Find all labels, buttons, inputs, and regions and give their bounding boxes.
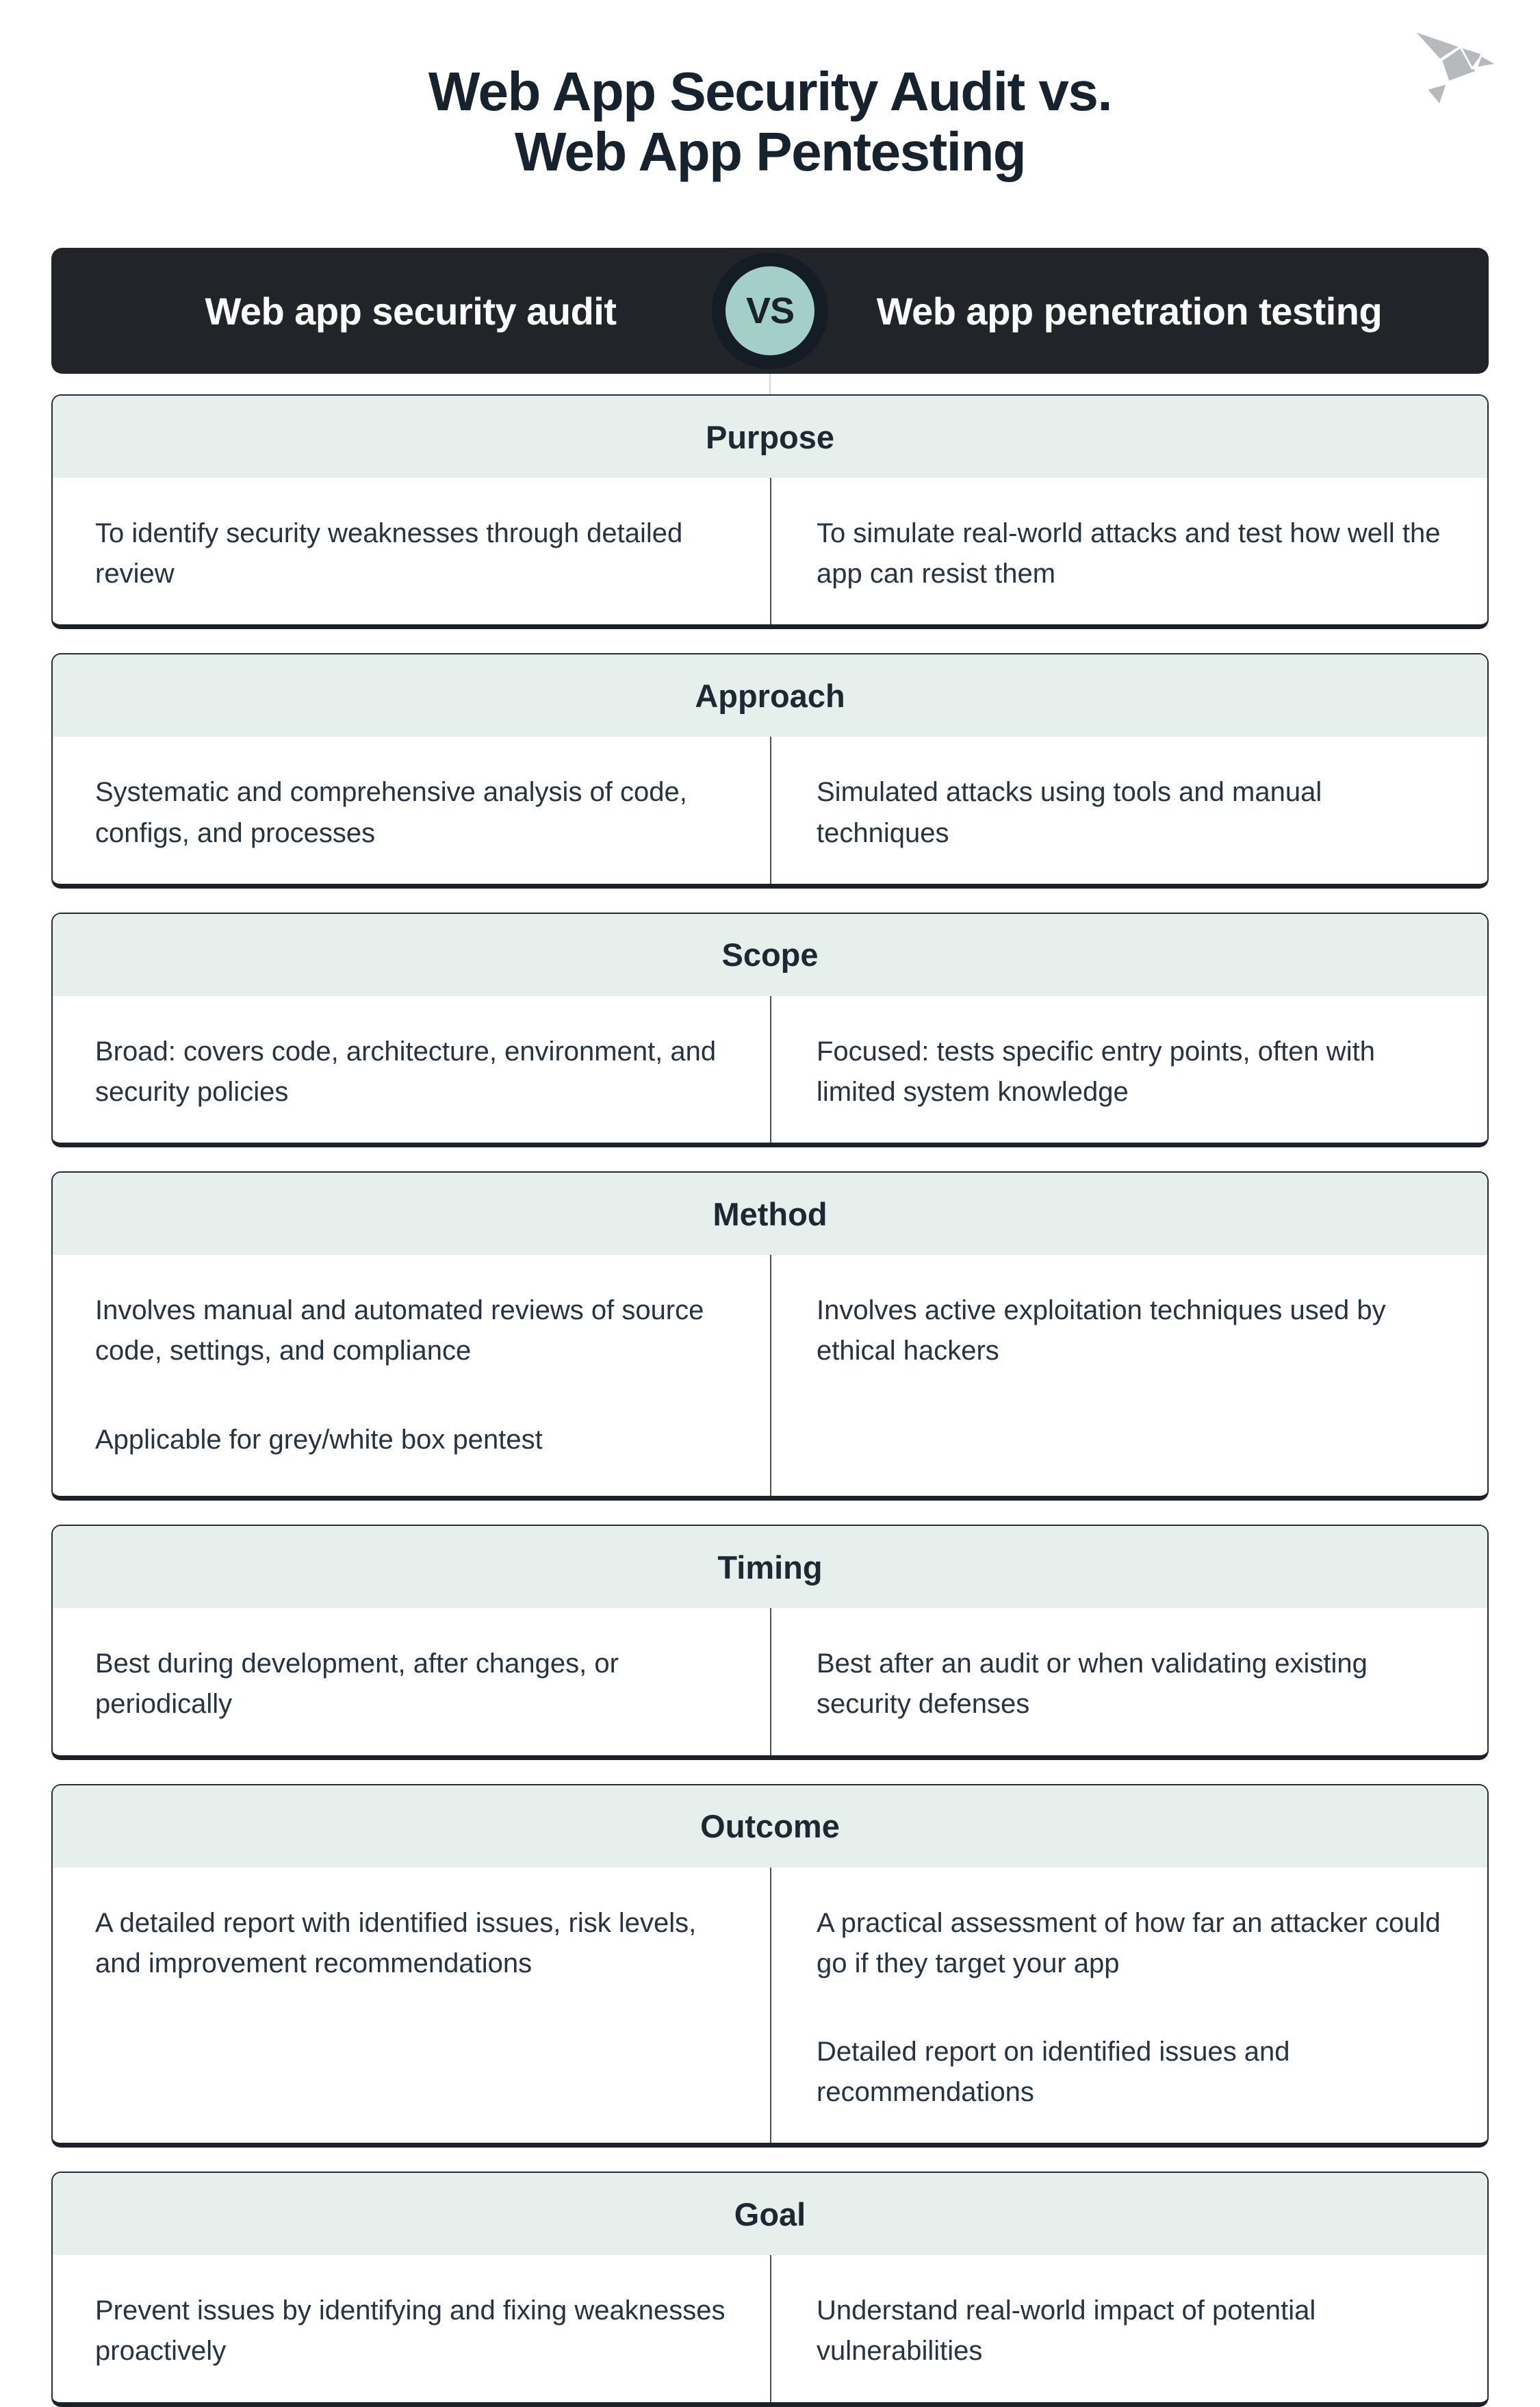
scope-audit-cell <box>53 996 770 1143</box>
cell-text: Involves manual and automated reviews of source code, settings, and compliance <box>95 1295 704 1366</box>
cell-text: Broad: covers code, architecture, environment, and security policies <box>95 1036 717 1107</box>
section-card-approach <box>51 653 1489 888</box>
timing-audit-cell <box>53 1608 770 1755</box>
cell-text: Best during development, after changes, or periodically <box>95 1648 619 1720</box>
comparison-header-bar <box>51 248 1489 374</box>
goal-body <box>53 2255 1487 2402</box>
cell-text: A practical assessment of how far an attacker could go if they target your app <box>817 1907 1441 1978</box>
timing-header: Timing <box>53 1526 1487 1608</box>
approach-audit-cell <box>53 737 770 883</box>
outcome-header: Outcome <box>53 1785 1487 1868</box>
cell-text: A detailed report with identified issues, risk levels, and improvement recommendations <box>95 1907 697 1978</box>
cell-text: To identify security weaknesses through detailed review <box>95 518 683 589</box>
section-card-outcome <box>51 1784 1489 2148</box>
cell-text: Simulated attacks using tools and manual techniques <box>817 777 1322 848</box>
center-divider-connector <box>769 374 771 394</box>
vs-badge-label: VS <box>745 290 795 331</box>
cell-text: Detailed report on identified issues and recommendations <box>817 2036 1290 2108</box>
approach-header: Approach <box>53 654 1487 737</box>
page-title-line1: Web App Security Audit vs. <box>428 61 1112 122</box>
cell-text: Best after an audit or when validating existing security defenses <box>817 1648 1368 1720</box>
method-header: Method <box>53 1173 1487 1255</box>
section-card-goal <box>51 2172 1489 2406</box>
section-card-purpose <box>51 394 1489 629</box>
pentest-column-label: Web app penetration testing <box>876 289 1383 333</box>
purpose-audit-cell <box>53 478 770 624</box>
method-audit-cell <box>53 1255 770 1496</box>
goal-header: Goal <box>53 2173 1487 2255</box>
page-title <box>0 0 1540 182</box>
scope-header: Scope <box>53 914 1487 996</box>
cell-text: To simulate real-world attacks and test how well the app can resist them <box>817 518 1441 589</box>
cell-text: Systematic and comprehensive analysis of code, configs, and processes <box>95 777 687 848</box>
goal-audit-cell <box>53 2255 770 2402</box>
outcome-pentest-cell <box>770 1868 1487 2143</box>
method-pentest-cell <box>770 1255 1487 1496</box>
method-body <box>53 1255 1487 1496</box>
bird-logo-icon <box>1407 26 1500 107</box>
cell-text: Understand real-world impact of potential vulnerabilities <box>817 2295 1316 2367</box>
cell-text: Prevent issues by identifying and fixing weaknesses proactively <box>95 2295 726 2367</box>
vs-badge <box>712 253 828 369</box>
timing-body <box>53 1608 1487 1755</box>
cell-text: Focused: tests specific entry points, often with limited system knowledge <box>817 1036 1375 1107</box>
scope-pentest-cell <box>770 996 1487 1143</box>
purpose-body <box>53 478 1487 624</box>
approach-pentest-cell <box>770 737 1487 883</box>
audit-column-label: Web app security audit <box>205 289 617 333</box>
outcome-body <box>53 1868 1487 2143</box>
purpose-pentest-cell <box>770 478 1487 624</box>
approach-body <box>53 737 1487 883</box>
goal-pentest-cell <box>770 2255 1487 2402</box>
section-card-method <box>51 1171 1489 1501</box>
outcome-audit-cell <box>53 1868 770 2143</box>
scope-body <box>53 996 1487 1143</box>
purpose-header: Purpose <box>53 396 1487 478</box>
timing-pentest-cell <box>770 1608 1487 1755</box>
page-title-line2: Web App Pentesting <box>514 121 1026 182</box>
section-card-timing <box>51 1525 1489 1759</box>
cell-text: Applicable for grey/white box pentest <box>95 1424 543 1455</box>
section-card-scope <box>51 913 1489 1147</box>
cell-text: Involves active exploitation techniques used by ethical hackers <box>817 1295 1386 1366</box>
